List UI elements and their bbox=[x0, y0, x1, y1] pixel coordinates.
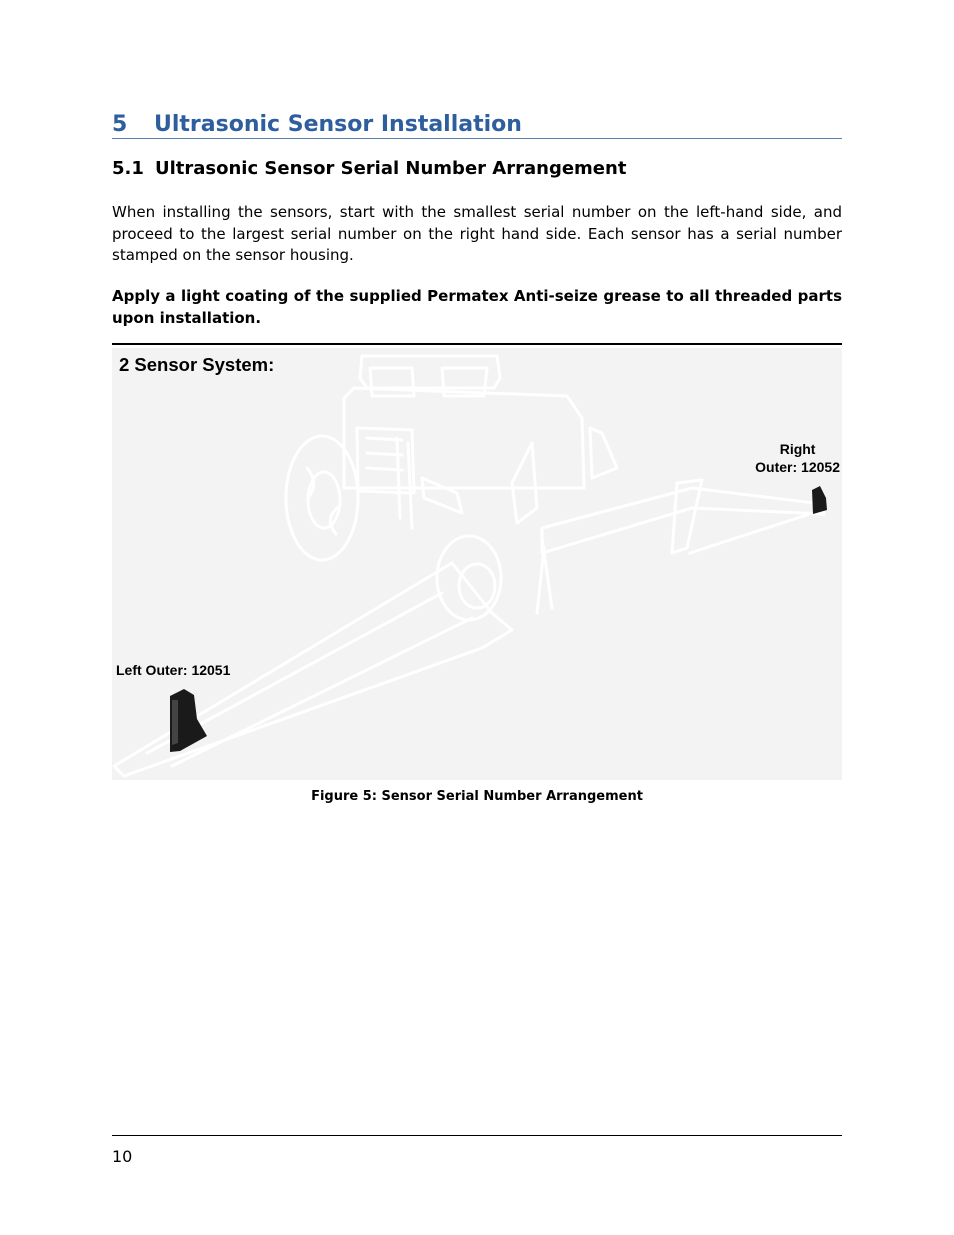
section-title: Ultrasonic Sensor Installation bbox=[154, 112, 522, 137]
left-sensor-icon bbox=[170, 689, 207, 752]
grease-warning-paragraph: Apply a light coating of the supplied Permatex Anti-seize grease to all threaded parts upon installation. bbox=[112, 287, 842, 327]
figure-heading: 2 Sensor System: bbox=[119, 354, 275, 375]
right-label-line1: Right bbox=[779, 441, 816, 457]
instruction-paragraph: When installing the sensors, start with the smallest serial number on the left-hand side, and proceed to the largest serial number on the right hand side. Each sensor has a serial number stamped on the sensor housing. bbox=[112, 203, 842, 264]
subsection-title: Ultrasonic Sensor Serial Number Arrangement bbox=[155, 158, 627, 179]
section-number: 5 bbox=[112, 112, 128, 137]
left-sensor-label: Left Outer: 12051 bbox=[116, 662, 231, 678]
page-number: 10 bbox=[112, 1147, 133, 1166]
section-heading bbox=[112, 112, 842, 139]
subsection-heading bbox=[112, 158, 626, 179]
right-label-line2: Outer: 12052 bbox=[755, 459, 840, 475]
right-sensor-label bbox=[755, 440, 840, 476]
figure-top-rule bbox=[112, 343, 842, 345]
subsection-number: 5.1 bbox=[112, 158, 144, 179]
figure-caption: Figure 5: Sensor Serial Number Arrangement bbox=[311, 789, 643, 804]
tractor-boom-illustration bbox=[112, 348, 842, 780]
footer-rule bbox=[112, 1135, 842, 1136]
right-sensor-icon bbox=[812, 486, 827, 514]
sensor-arrangement-figure bbox=[112, 348, 842, 780]
